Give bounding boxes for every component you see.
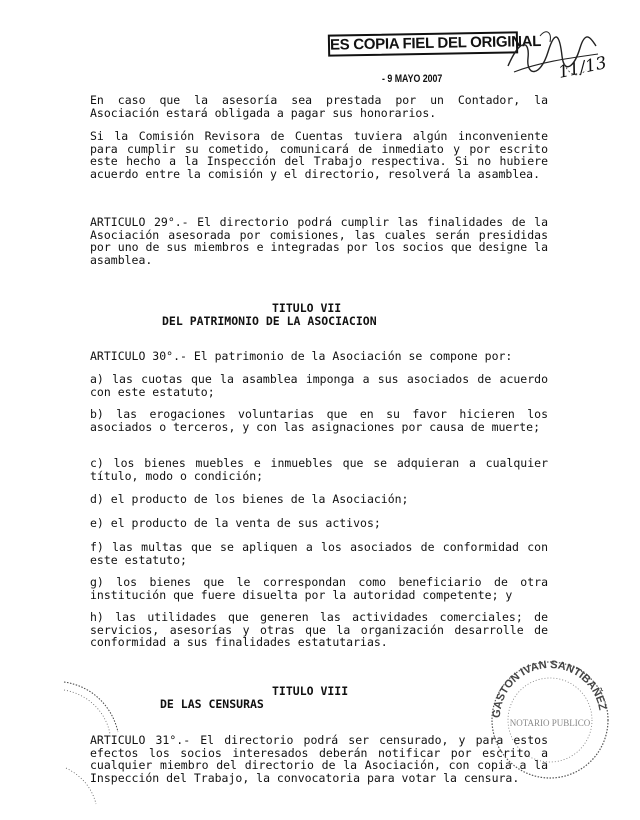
article-29: ARTICULO 29°.- El directorio podrá cumplir las finalidades de la Asociación asesorada por comisiones, las cuales serán presididas por uno de sus miembros e integradas por los socios que designe la asamblea. bbox=[90, 215, 548, 267]
article-30-item-h: h) las utilidades que generen las actividades comerciales; de servicios, asesorías y otras que la organización desarrolle de conformidad a sus finalidades estatutarias. bbox=[90, 610, 548, 649]
paragraph-accountant-fees: En caso que la asesoría sea prestada por un Contador, la Asociación estará obligada a pagar sus honorarios. bbox=[90, 93, 548, 120]
article-30-item-g: g) los bienes que le correspondan como beneficiario de otra institución que fuere disuelta por la autoridad competente; y bbox=[90, 575, 548, 602]
article-30-item-c: c) los bienes muebles e inmuebles que se adquieran a cualquier título, modo o condición; bbox=[90, 456, 548, 483]
seal-center-text: NOTARIO PUBLICO bbox=[509, 718, 591, 728]
article-30-item-a: a) las cuotas que la asamblea imponga a sus asociados de acuerdo con este estatuto; bbox=[90, 372, 548, 399]
margin-stamp-fragment bbox=[62, 676, 122, 806]
page-folio: 11/13 bbox=[556, 53, 609, 83]
title-7-number: TITULO VII bbox=[272, 301, 342, 315]
article-30-item-f: f) las multas que se apliquen a los asociados de conformidad con este estatuto; bbox=[90, 540, 548, 567]
article-30-item-b: b) las erogaciones voluntarias que en su favor hicieren los asociados o terceros, y con las asignaciones por causa de muerte; bbox=[90, 407, 548, 434]
paragraph-revisora-commission: Si la Comisión Revisora de Cuentas tuviera algún inconveniente para cumplir su cometido, comunicará de inmediato y por escrito este hecho a la Inspección del Trabajo respectiva. Si no hubiere acuerdo entre la comisión y el directorio, resolverá la asamblea. bbox=[90, 129, 548, 181]
article-30-item-e: e) el producto de la venta de sus activos; bbox=[90, 516, 381, 530]
title-8-number: TITULO VIII bbox=[272, 684, 349, 698]
notary-seal bbox=[478, 640, 618, 790]
certified-copy-stamp: ES COPIA FIEL DEL ORIGINAL bbox=[328, 31, 518, 56]
handwritten-signature bbox=[500, 18, 600, 88]
article-30-item-d: d) el producto de los bienes de la Asociación; bbox=[90, 492, 409, 506]
title-7-name: DEL PATRIMONIO DE LA ASOCIACION bbox=[162, 314, 377, 328]
article-30-intro: ARTICULO 30°.- El patrimonio de la Asociación se compone por: bbox=[90, 349, 513, 363]
seal-ring-text: GASTON IVAN SANTIBAÑEZ bbox=[490, 658, 609, 719]
stamp-date: - 9 MAYO 2007 bbox=[382, 73, 443, 85]
article-31: ARTICULO 31°.- El directorio podrá ser censurado, y para estos efectos los socios interesados deberán notificar por escrito a cualquier miembro del directorio de la Asociación, con copia a la Inspección del Trabajo, la convocatoria para votar la censura. bbox=[90, 733, 548, 785]
title-8-name: DE LAS CENSURAS bbox=[160, 697, 264, 711]
